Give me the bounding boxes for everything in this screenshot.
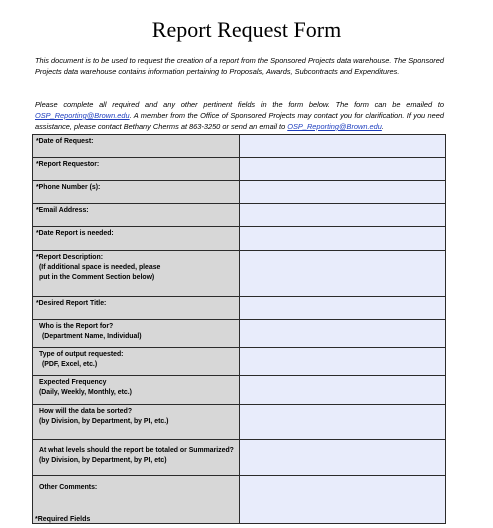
instructions-text-1: Please complete all required and any other pertinent fields in the form below. The form can be emailed to [35,100,444,109]
row-output-type [33,348,446,376]
desired-report-title-field[interactable] [240,297,446,320]
field-label: Expected Frequency [39,379,107,386]
email-link-2[interactable]: OSP_Reporting@Brown.edu [287,122,382,131]
field-label: Other Comments: [39,484,98,491]
row-phone-number [33,181,446,204]
other-comments-field[interactable] [240,476,446,524]
label-cell [33,320,240,348]
field-label-block [33,348,239,370]
email-address-field[interactable] [240,204,446,227]
output-type-field[interactable] [240,348,446,376]
instructions-text-2: . A member from the Office of Sponsored Projects may contact you for clarification. If you need assistance, please contact Bethany Cherms at 863-3250 or send an email to [35,111,444,131]
row-report-description [33,251,446,297]
email-link-1[interactable]: OSP_Reporting@Brown.edu [35,111,130,120]
instructions-paragraph [35,99,444,132]
label-cell [33,181,240,204]
report-requestor-field[interactable] [240,158,446,181]
field-label: *Report Requestor: [36,161,100,168]
row-date-of-request [33,135,446,158]
field-label: Type of output requested: [39,351,124,358]
field-label: *Report Description: [36,254,103,261]
form-title: Report Request Form [151,17,342,42]
row-expected-frequency [33,376,446,405]
field-hint: (Department Name, Individual) [42,333,142,340]
instructions-text-3: . [381,122,384,131]
field-hint: (Daily, Weekly, Monthly, etc.) [39,389,132,396]
row-email-address [33,204,446,227]
phone-number-field[interactable] [240,181,446,204]
date-of-request-field[interactable] [240,135,446,158]
expected-frequency-field[interactable] [240,376,446,405]
report-for-field[interactable] [240,320,446,348]
field-label: *Email Address: [36,207,89,214]
label-cell [33,297,240,320]
required-fields-note: *Required Fields [35,516,91,523]
field-label: *Phone Number (s): [36,184,101,191]
label-cell [33,405,240,440]
data-sort-field[interactable] [240,405,446,440]
field-hint: (by Division, by Department, by PI, etc) [39,457,167,464]
field-label-block [33,320,239,342]
row-date-report-needed [33,227,446,251]
label-cell [33,251,240,297]
row-total-levels [33,440,446,476]
row-report-for [33,320,446,348]
field-label-block [33,376,239,398]
total-levels-field[interactable] [240,440,446,476]
label-cell [33,440,240,476]
field-label-block [33,251,239,283]
label-cell [33,376,240,405]
row-data-sort [33,405,446,440]
row-other-comments [33,476,446,524]
request-form-table [32,134,446,524]
field-hint: (PDF, Excel, etc.) [42,361,98,368]
field-label: How will the data be sorted? [39,408,133,415]
row-report-requestor [33,158,446,181]
field-label: *Desired Report Title: [36,300,107,307]
label-cell [33,227,240,251]
label-cell [33,158,240,181]
label-cell [33,204,240,227]
field-hint: (by Division, by Department, by PI, etc.) [39,418,169,425]
field-label: At what levels should the report be totaled or Summarized? [39,447,234,454]
intro-paragraph: This document is to be used to request the creation of a report from the Sponsored Projects data warehouse. The Sponsored Projects data warehouse contains information pertaining to Proposals, Awards, Subcontracts and Expenditures. [35,56,444,76]
field-label: *Date of Request: [36,138,94,145]
report-description-field[interactable] [240,251,446,297]
field-label-block [33,405,239,427]
label-cell [33,135,240,158]
field-label: Who is the Report for? [39,323,114,330]
row-desired-report-title [33,297,446,320]
field-hint: (If additional space is needed, please put in the Comment Section below) [39,264,161,281]
date-report-needed-field[interactable] [240,227,446,251]
label-cell [33,348,240,376]
field-label-block [33,440,239,466]
field-label: *Date Report is needed: [36,230,114,237]
